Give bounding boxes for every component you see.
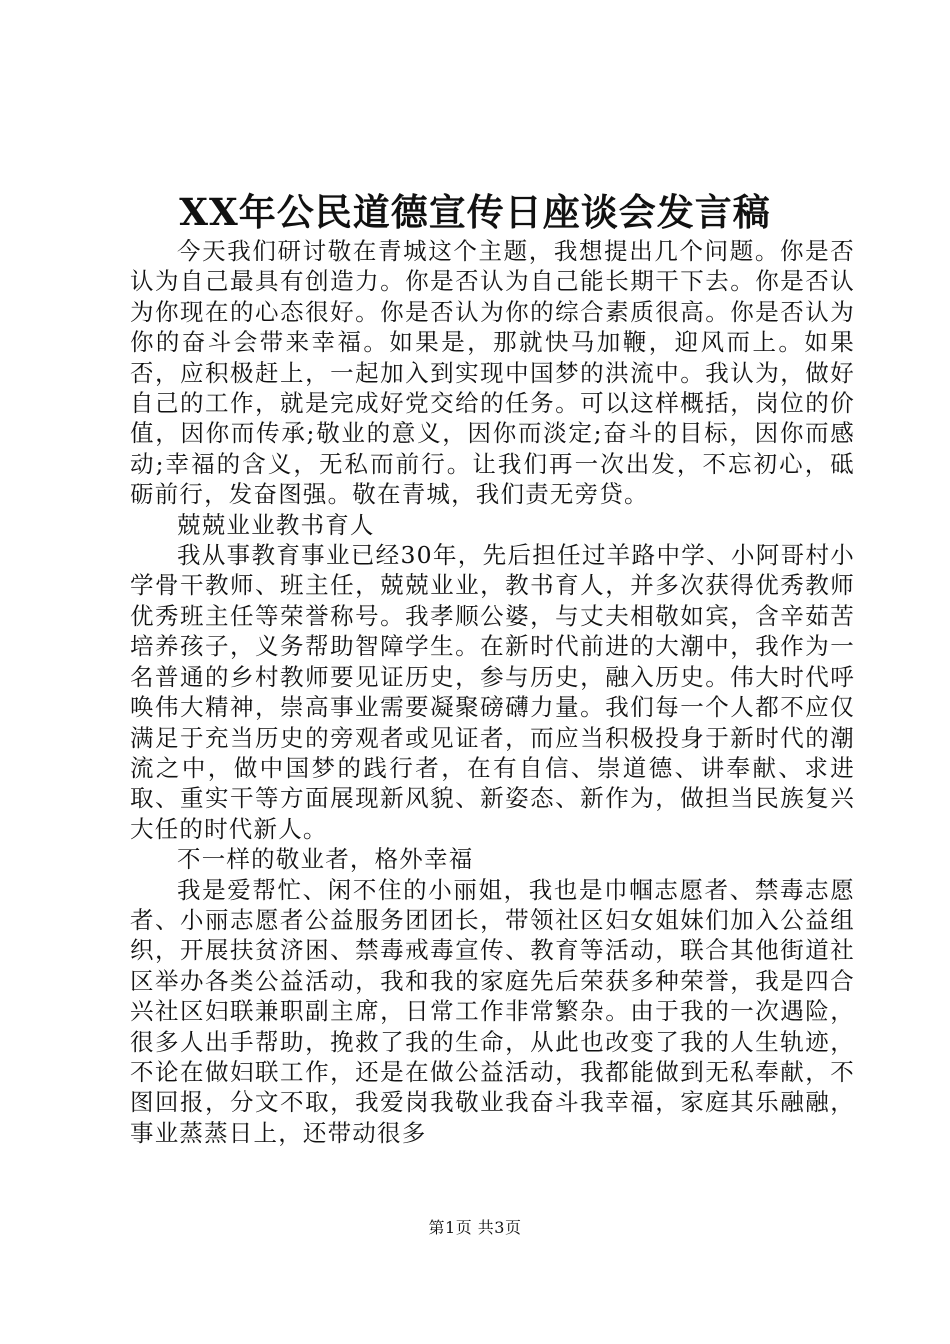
body-paragraph: 今天我们研讨敬在青城这个主题，我想提出几个问题。你是否认为自己最具有创造力。你是否认为自己能长期干下去。你是否认为你现在的心态很好。你是否认为你的综合素质很高。你是否认为你的奋斗会带来幸福。如果是，那就快马加鞭，迎风而上。如果否，应积极赶上，一起加入到实现中国梦的洪流中。我认为，做好自己的工作，就是完成好党交给的任务。可以这样概括，岗位的价值，因你而传承;敬业的意义，因你而淡定;奋斗的目标，因你而感动;幸福的含义，无私而前行。让我们再一次出发，不忘初心，砥砺前行，发奋图强。敬在青城，我们责无旁贷。 — [130, 237, 855, 509]
section-heading: 不一样的敬业者，格外幸福 — [177, 845, 474, 874]
body-paragraph: 我从事教育事业已经30年，先后担任过羊路中学、小阿哥村小学骨干教师、班主任，兢兢业业，教书育人，并多次获得优秀教师优秀班主任等荣誉称号。我孝顺公婆，与丈夫相敬如宾，含辛茹苦培养孩子，义务帮助智障学生。在新时代前进的大潮中，我作为一名普通的乡村教师要见证历史，参与历史，融入历史。伟大时代呼唤伟大精神，崇高事业需要凝聚磅礴力量。我们每一个人都不应仅满足于充当历史的旁观者或见证者，而应当积极投身于新时代的潮流之中，做中国梦的践行者，在有自信、崇道德、讲奉献、求进取、重实干等方面展现新风貌、新姿态、新作为，做担当民族复兴大任的时代新人。 — [130, 541, 855, 843]
body-paragraph: 我是爱帮忙、闲不住的小丽姐，我也是巾帼志愿者、禁毒志愿者、小丽志愿者公益服务团团长，带领社区妇女姐妹们加入公益组织，开展扶贫济困、禁毒戒毒宣传、教育等活动，联合其他街道社区举办各类公益活动，我和我的家庭先后荣获多种荣誉，我是四合兴社区妇联兼职副主席，日常工作非常繁杂。由于我的一次遇险，很多人出手帮助，挽救了我的生命，从此也改变了我的人生轨迹，不论在做妇联工作，还是在做公益活动，我都能做到无私奉献，不图回报，分文不取，我爱岗我敬业我奋斗我幸福，家庭其乐融融，事业蒸蒸日上，还带动很多 — [130, 875, 855, 1147]
section-heading: 兢兢业业教书育人 — [177, 510, 375, 539]
page-number-footer: 第1页 共3页 — [428, 1218, 522, 1237]
document-title: XX年公民道德宣传日座谈会发言稿 — [179, 190, 771, 234]
document-body — [130, 236, 855, 1148]
